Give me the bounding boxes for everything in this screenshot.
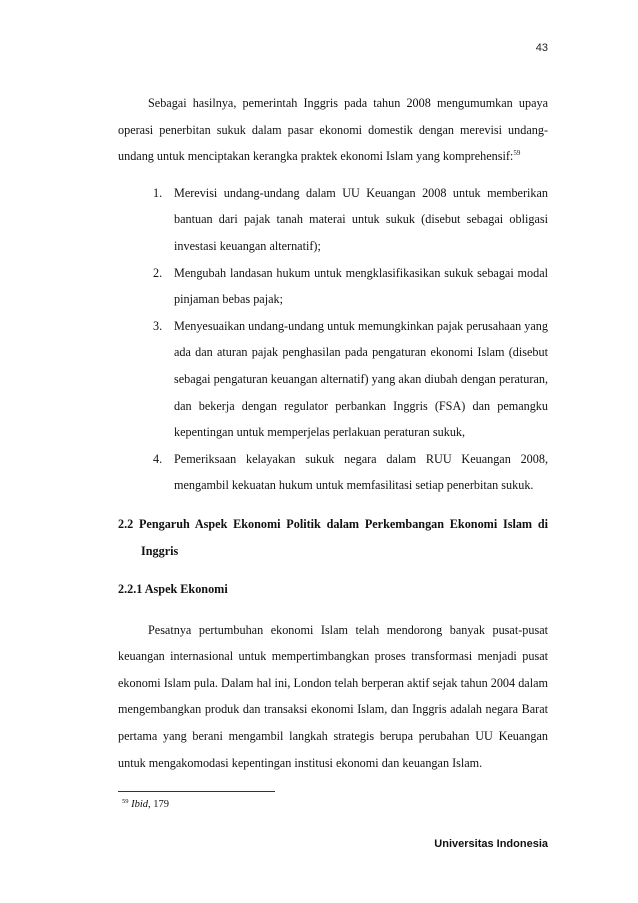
intro-text: Sebagai hasilnya, pemerintah Inggris pada tahun 2008 mengumumkan upaya operasi penerbitan sukuk dalam pasar ekonomi domestik dengan merevisi undang-undang untuk menciptakan kerangka praktek ekonomi Islam yang komprehensif: (118, 96, 548, 164)
list-item (118, 260, 548, 313)
section-heading: 2.2 Pengaruh Aspek Ekonomi Politik dalam Perkembangan Ekonomi Islam di Inggris (118, 516, 548, 558)
footnote-page: , 179 (148, 799, 170, 810)
list-item-text: Mengubah landasan hukum untuk mengklasifikasikan sukuk sebagai modal pinjaman bebas pajak; (174, 265, 548, 307)
list-item-number: 4. (153, 451, 163, 466)
footnote (122, 799, 169, 810)
page-content (118, 90, 548, 776)
subsection-heading: 2.2.1 Aspek Ekonomi (118, 582, 228, 597)
footnote-number: 59 (122, 798, 129, 805)
list-item-text: Menyesuaikan undang-undang untuk memungkinkan pajak perusahaan yang ada dan aturan pajak penghasilan pada pengaturan ekonomi Islam (disebut sebagai pengaturan keuangan alternatif) yang akan diubah dengan peraturan, dan bekerja dengan regulator perbankan Inggris (FSA) dan pemangku kepentingan untuk memperjelas perlakuan peraturan sukuk, (174, 318, 548, 440)
footnote-divider (118, 791, 275, 792)
page-number: 43 (535, 42, 548, 54)
body-paragraph: Pesatnya pertumbuhan ekonomi Islam telah mendorong banyak pusat-pusat keuangan internasional untuk mempertimbangkan proses transformasi menjadi pusat ekonomi Islam pula. Dalam hal ini, London telah berperan aktif sejak tahun 2004 dalam mengembangkan produk dan transaksi ekonomi Islam, dan Inggris adalah negara Barat pertama yang berani mengambil langkah strategis berupa perubahan UU Keuangan untuk mengakomodasi kepentingan institusi ekonomi dan keuangan Islam. (118, 622, 548, 770)
list-item (118, 180, 548, 260)
numbered-list (118, 180, 548, 499)
list-item-text: Pemeriksaan kelayakan sukuk negara dalam RUU Keuangan 2008, mengambil kekuatan hukum untuk memfasilitasi setiap penerbitan sukuk. (174, 451, 548, 493)
list-item (118, 446, 548, 499)
footnote-source: Ibid (131, 799, 149, 810)
list-item-number: 2. (153, 265, 163, 280)
list-item-number: 3. (153, 318, 163, 333)
intro-paragraph (118, 90, 548, 170)
list-item-number: 1. (153, 185, 163, 200)
list-item-text: Merevisi undang-undang dalam UU Keuangan 2008 untuk memberikan bantuan dari pajak tanah materai untuk sukuk (disebut sebagai obligasi investasi keuangan alternatif); (174, 185, 548, 253)
list-item (118, 313, 548, 446)
footer-institution: Universitas Indonesia (434, 838, 548, 850)
footnote-reference[interactable]: 59 (513, 149, 521, 158)
